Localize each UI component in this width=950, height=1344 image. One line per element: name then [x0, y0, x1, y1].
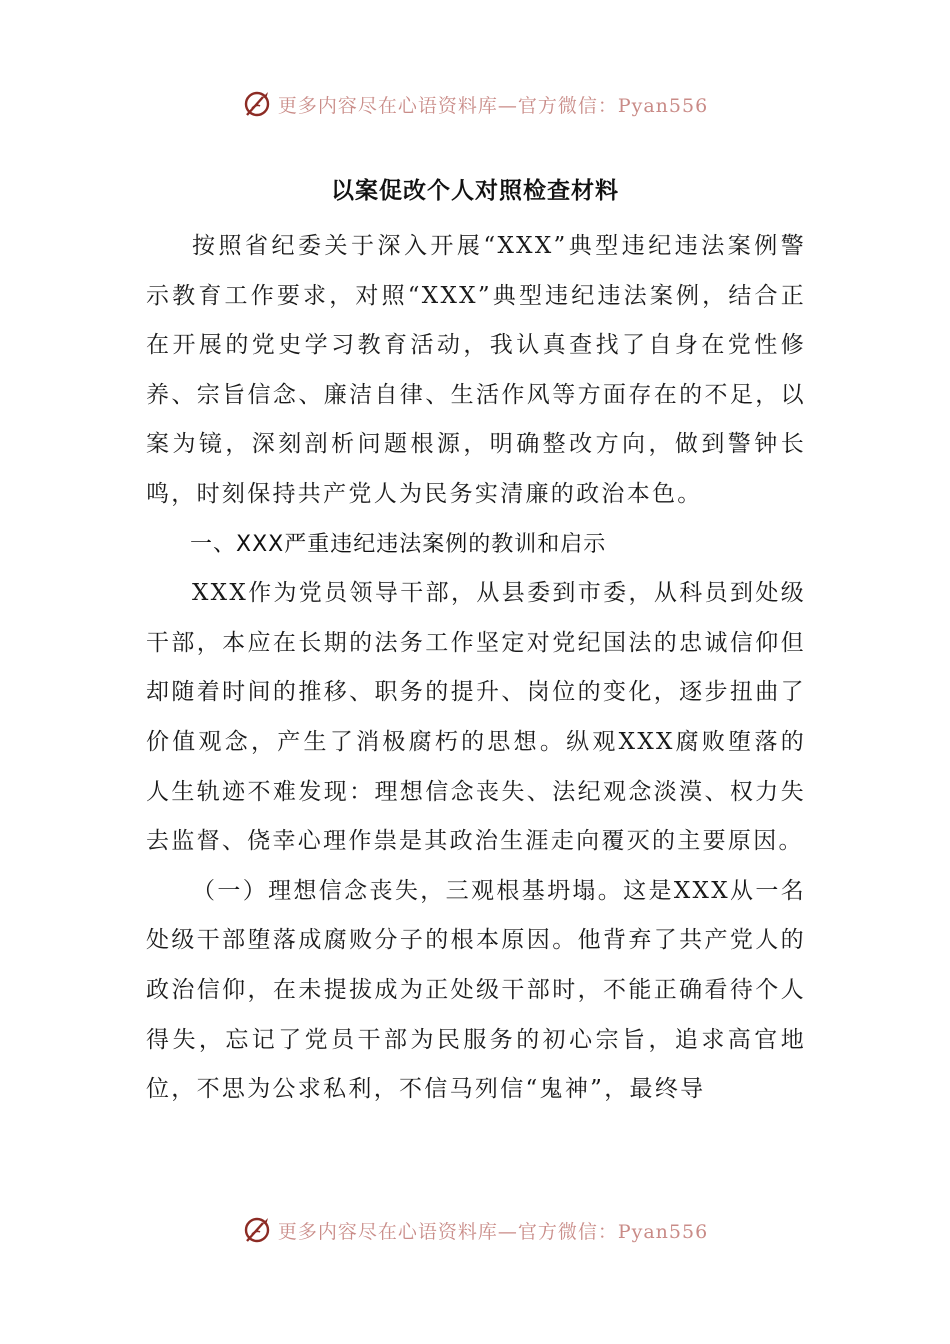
document-body	[146, 222, 806, 1115]
watermark-text: 更多内容尽在心语资料库—官方微信：Pyan556	[277, 1220, 709, 1243]
quill-pen-circle-icon	[242, 89, 272, 119]
footer-watermark	[0, 1208, 950, 1252]
watermark-text: 更多内容尽在心语资料库—官方微信：Pyan556	[277, 94, 709, 117]
header-watermark	[0, 82, 950, 126]
document-title: 以案促改个人对照检查材料	[331, 178, 619, 204]
quill-pen-circle-icon	[242, 1215, 272, 1245]
subsection-paragraph: （一）理想信念丧失，三观根基坍塌。这是XXX从一名处级干部堕落成腐败分子的根本原因。他背弃了共产党人的政治信仰，在未提拔成为正处级干部时，不能正确看待个人得失，忘记了党员干部为民服务的初心宗旨，追求高官地位，不思为公求私利，不信马列信“鬼神”，最终导	[146, 877, 806, 1103]
section-paragraph: XXX作为党员领导干部，从县委到市委，从科员到处级干部，本应在长期的法务工作坚定对党纪国法的忠诚信仰但却随着时间的推移、职务的提升、岗位的变化，逐步扭曲了价值观念，产生了消极腐朽的思想。纵观XXX腐败堕落的人生轨迹不难发现：理想信念丧失、法纪观念淡漠、权力失去监督、侥幸心理作祟是其政治生涯走向覆灭的主要原因。	[146, 580, 806, 855]
intro-paragraph: 按照省纪委关于深入开展“XXX”典型违纪违法案例警示教育工作要求，对照“XXX”典型违纪违法案例，结合正在开展的党史学习教育活动，我认真查找了自身在党性修养、宗旨信念、廉洁自律、生活作风等方面存在的不足，以案为镜，深刻剖析问题根源，明确整改方向，做到警钟长鸣，时刻保持共产党人为民务实清廉的政治本色。	[146, 233, 806, 507]
section-heading: 一、XXX严重违纪违法案例的教训和启示	[190, 531, 607, 557]
